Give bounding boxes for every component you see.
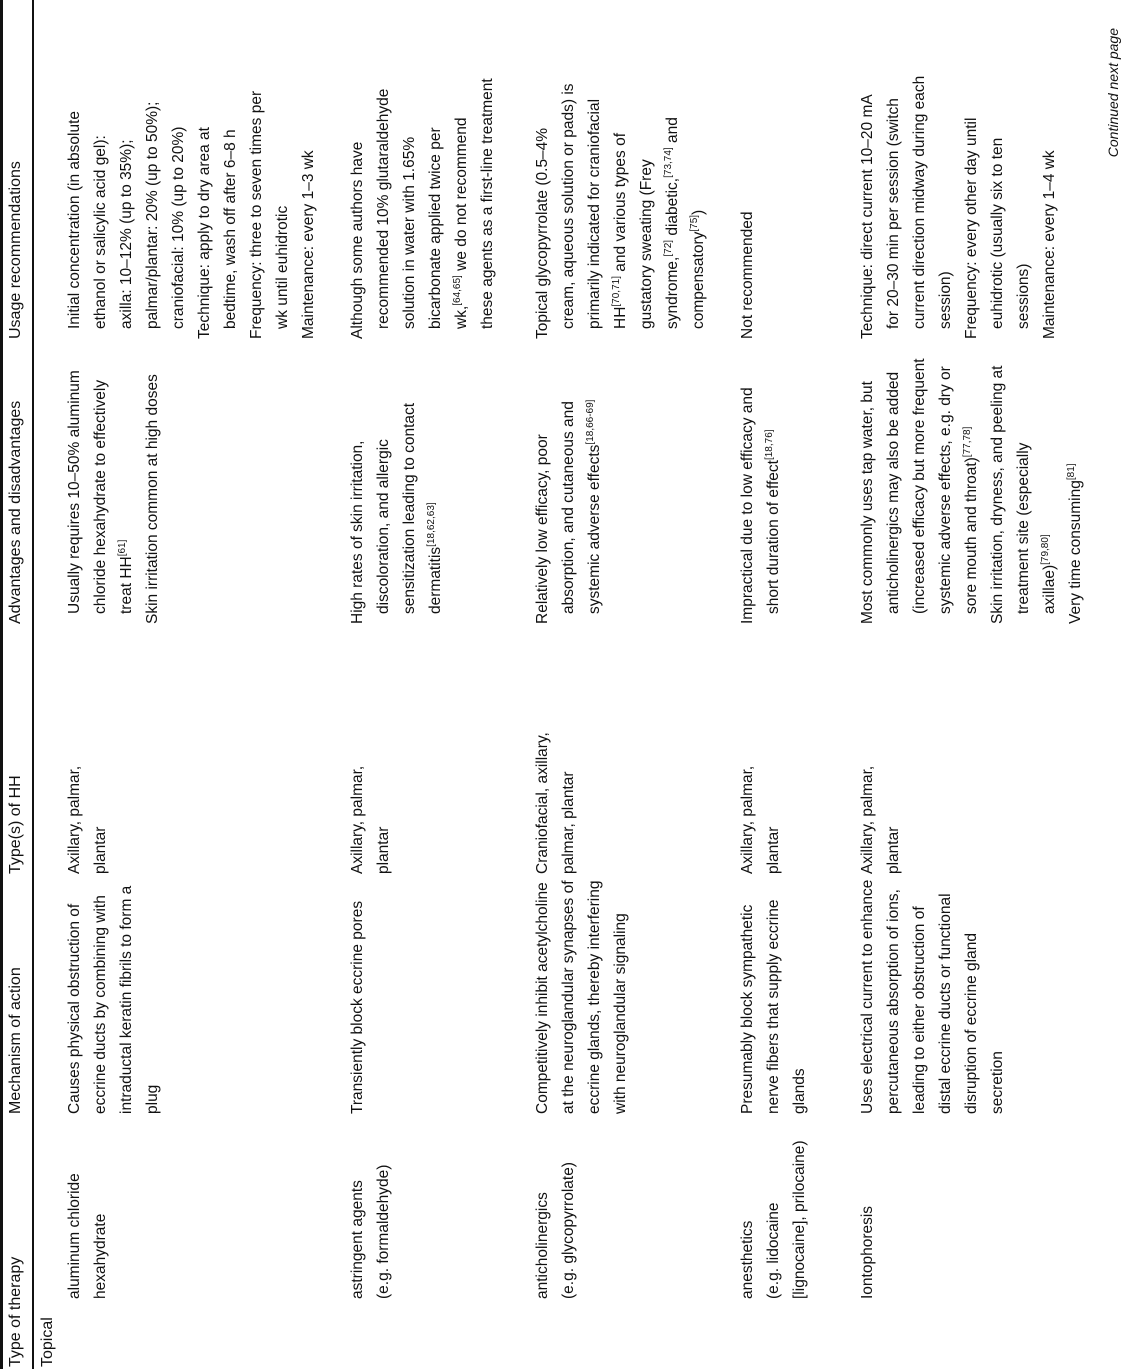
cell-types [345, 684, 397, 874]
cell-text: (increased efficacy but more frequent [911, 358, 928, 614]
cell-usage [855, 9, 1063, 339]
cell-text: Although some authors have [349, 141, 366, 339]
cell-text: recommended 10% glutaraldehyde [375, 88, 392, 329]
cell-line [985, 334, 1011, 624]
cell-line [608, 9, 634, 339]
cell-text: Initial concentration (in absolute [66, 111, 83, 329]
cell-line [423, 334, 449, 624]
cell-text: eccrine ducts by combining with [92, 895, 109, 1114]
cell-text: Skin irritation, dryness, and peeling at [989, 365, 1006, 624]
cell-line [556, 684, 582, 874]
cell-text: Most commonly uses tap water, but [859, 381, 876, 624]
citation-superscript: [77,78] [962, 426, 973, 458]
cell-line [345, 684, 371, 874]
table-header-row [0, 0, 33, 1369]
cell-text: Maintenance: every 1–3 wk [300, 150, 317, 339]
cell-text: compensatory [690, 231, 707, 329]
cell-line [62, 904, 88, 1114]
cell-text: for 20–30 min per session (switch [885, 98, 902, 329]
cell-line [530, 334, 556, 624]
cell-text: Technique: apply to dry area at [196, 127, 213, 339]
cell-text: session) [937, 271, 954, 329]
cell-text: current direction midway during each [911, 75, 928, 329]
header-types-of-hh: Type(s) of HH [7, 775, 24, 874]
cell-text: Maintenance: every 1–4 wk [1041, 150, 1058, 339]
cell-line [985, 904, 1011, 1114]
cell-line [933, 334, 959, 624]
cell-text: plantar [765, 826, 782, 874]
cell-line [881, 334, 907, 624]
cell-text: and [664, 117, 681, 148]
cell-line [761, 899, 787, 1114]
cell-text: short duration of effect [765, 460, 782, 614]
cell-text: anesthetics [739, 1220, 756, 1299]
cell-line [761, 684, 787, 874]
header-mechanism: Mechanism of action [7, 967, 24, 1114]
cell-text: Uses electrical current to enhance [859, 879, 876, 1114]
cell-line [475, 9, 501, 339]
citation-superscript: [64,65] [452, 275, 463, 306]
cell-text: wk until euhidrotic [274, 205, 291, 329]
cell-line [530, 882, 556, 1114]
cell-text: with neuroglandular signaling [612, 913, 629, 1114]
cell-text: at the neuroglandular synapses of [560, 880, 577, 1114]
cell-text: [lignocaine], prilocaine) [791, 1140, 808, 1299]
cell-advantages [345, 334, 449, 624]
cell-types [530, 684, 582, 874]
cell-mechanism [530, 880, 634, 1114]
citation-superscript: [73,74] [663, 147, 674, 178]
cell-text: Frequency: every other day until [963, 117, 980, 339]
continued-note: Continued next page [1105, 28, 1121, 158]
cell-line [634, 9, 660, 339]
cell-text: absorption, and cutaneous and [560, 401, 577, 614]
cell-types [735, 684, 787, 874]
citation-superscript: [18,62,63] [426, 502, 437, 547]
citation-superscript: [61] [117, 539, 128, 557]
cell-mechanism [735, 899, 813, 1114]
cell-text: chloride hexahydrate to effectively [92, 379, 109, 614]
cell-line [556, 9, 582, 339]
cell-line [959, 9, 985, 339]
cell-line [933, 9, 959, 339]
cell-text: astringent agents [349, 1180, 366, 1299]
cell-mechanism [855, 879, 1011, 1114]
cell-line [1011, 334, 1037, 624]
cell-line [166, 9, 192, 339]
header-advantages: Advantages and disadvantages [7, 400, 24, 624]
cell-line [345, 9, 371, 339]
cell-line [88, 895, 114, 1114]
cell-types [62, 684, 114, 874]
cell-text: diabetic, [664, 177, 681, 240]
cell-line [114, 885, 140, 1114]
cell-text: (e.g. glycopyrrolate) [560, 1162, 577, 1299]
cell-text: craniofacial: 10% (up to 20%) [170, 126, 187, 329]
cell-line [1037, 334, 1063, 624]
cell-text: leading to either obstruction of [911, 906, 928, 1114]
cell-text: Craniofacial, axillary, [534, 732, 551, 874]
cell-text: Topical glycopyrrolate (0.5–4% [534, 127, 551, 339]
cell-line [881, 684, 907, 874]
cell-line [140, 904, 166, 1114]
cell-line [345, 900, 371, 1114]
cell-line [270, 9, 296, 339]
cell-line [1037, 9, 1063, 339]
cell-line [735, 684, 761, 874]
cell-line [192, 9, 218, 339]
cell-text: discoloration, and allergic [375, 439, 392, 614]
cell-line [985, 9, 1011, 339]
cell-text: glands [791, 1068, 808, 1114]
cell-line [423, 9, 449, 339]
cell-line [959, 334, 985, 624]
cell-text: disruption of eccrine gland [963, 933, 980, 1114]
cell-line [449, 9, 475, 339]
cell-text: secretion [989, 1051, 1006, 1114]
citation-superscript: [81] [1066, 463, 1077, 481]
cell-line [907, 334, 933, 624]
cell-text: wk, [453, 305, 470, 329]
cell-text: anticholinergics may also be added [885, 371, 902, 614]
cell-line [686, 9, 712, 339]
cell-line [397, 334, 423, 624]
cell-line [62, 334, 88, 624]
cell-text: Impractical due to low efficacy and [739, 387, 756, 624]
cell-line [88, 9, 114, 339]
cell-text: Axillary, palmar, [349, 765, 366, 874]
cell-text: solution in water with 1.65% [401, 136, 418, 329]
cell-advantages [530, 334, 608, 624]
cell-line [907, 9, 933, 339]
cell-line [855, 334, 881, 624]
cell-line [1011, 9, 1037, 339]
cell-line [114, 334, 140, 624]
cell-text: bicarbonate applied twice per [427, 127, 444, 329]
cell-text: Presumably block sympathetic [739, 904, 756, 1114]
cell-text: Not recommended [739, 211, 756, 339]
cell-text: palmar/plantar: 20% (up to 50%); [144, 101, 161, 329]
cell-line [371, 684, 397, 874]
table-header-rule [32, 0, 34, 1369]
cell-text: eccrine glands, thereby interfering [586, 880, 603, 1114]
cell-text: distal eccrine ducts or functional [937, 893, 954, 1114]
cell-text: hexahydrate [92, 1213, 109, 1299]
cell-line [345, 334, 371, 624]
cell-text: gustatory sweating (Frey [638, 159, 655, 329]
cell-text: ethanol or salicylic acid gel): [92, 135, 109, 329]
cell-line [296, 9, 322, 339]
cell-line [881, 889, 907, 1114]
cell-line [88, 334, 114, 624]
cell-line [397, 9, 423, 339]
cell-line [114, 9, 140, 339]
cell-text: percutaneous absorption of ions, [885, 889, 902, 1114]
citation-superscript: [18,66-69] [585, 399, 596, 445]
cell-line [244, 9, 270, 339]
cell-text: axilla: 10–12% (up to 35%); [118, 139, 135, 329]
cell-text: plantar [885, 826, 902, 874]
cell-text: HH [612, 306, 629, 329]
cell-text: Relatively low efficacy, poor [534, 434, 551, 624]
cell-line [371, 1059, 397, 1299]
cell-line [371, 9, 397, 339]
cell-line [907, 904, 933, 1114]
cell-text: plantar [92, 826, 109, 874]
cell-text: plug [144, 1084, 161, 1114]
cell-advantages [855, 334, 1089, 624]
cell-usage [735, 9, 761, 339]
cell-line [140, 334, 166, 624]
cell-usage [530, 9, 712, 339]
cell-text: Usually requires 10–50% aluminum [66, 370, 83, 614]
header-usage: Usage recommendations [7, 161, 24, 339]
cell-line [371, 334, 397, 624]
cell-text: cream, aqueous solution or pads) is [560, 83, 577, 329]
cell-line [556, 880, 582, 1114]
cell-text: aluminum chloride [66, 1173, 83, 1299]
cell-usage [345, 9, 501, 339]
citation-superscript: [75] [689, 214, 700, 232]
cell-text: Causes physical obstruction of [66, 903, 83, 1114]
cell-text: these agents as a first-line treatment [479, 78, 496, 329]
cell-mechanism [345, 900, 371, 1114]
cell-text: sessions) [1015, 263, 1032, 329]
cell-line [855, 9, 881, 339]
cell-text: Very time consuming [1067, 480, 1084, 624]
cell-line [735, 9, 761, 339]
cell-text: treatment site (especially [1015, 442, 1032, 614]
cell-text: ) [690, 209, 707, 215]
cell-text: intraductal keratin fibrils to form a [118, 885, 135, 1114]
cell-line [787, 904, 813, 1114]
cell-types [855, 684, 907, 874]
section-title: Topical [39, 1317, 56, 1367]
cell-text: systemic adverse effects [586, 444, 603, 614]
cell-text: and various types of [612, 132, 629, 277]
citation-superscript: [72] [663, 239, 674, 257]
cell-text: we do not recommend [453, 117, 470, 276]
cell-text: primarily indicated for craniofacial [586, 98, 603, 329]
cell-text: Iontophoresis [859, 1205, 876, 1299]
cell-advantages [735, 334, 787, 624]
cell-line [959, 904, 985, 1114]
citation-superscript: [18,76] [764, 429, 775, 461]
cell-line [140, 9, 166, 339]
cell-text: High rates of skin irritation, [349, 440, 366, 624]
cell-line [761, 334, 787, 624]
cell-line [62, 9, 88, 339]
cell-text: Frequency: three to seven times per [248, 90, 265, 339]
cell-line [1063, 334, 1089, 624]
cell-line [556, 334, 582, 624]
cell-text: Axillary, palmar, [739, 765, 756, 874]
cell-line [735, 904, 761, 1114]
cell-line [855, 684, 881, 874]
cell-text: Axillary, palmar, [66, 765, 83, 874]
cell-text: (e.g. lidocaine [765, 1202, 782, 1299]
cell-line [218, 9, 244, 339]
cell-line [933, 893, 959, 1114]
cell-line [608, 904, 634, 1114]
cell-text: euhidrotic (usually six to ten [989, 137, 1006, 329]
cell-text: systemic adverse effects, e.g. dry or [937, 366, 954, 614]
cell-line [855, 879, 881, 1114]
cell-text: Competitively inhibit acetylcholine [534, 882, 551, 1114]
cell-text: plantar [375, 826, 392, 874]
cell-line [881, 9, 907, 339]
cell-text: Transiently block eccrine pores [349, 900, 366, 1114]
cell-text: (e.g. formaldehyde) [375, 1164, 392, 1299]
cell-line [62, 684, 88, 874]
cell-text: sensitization leading to contact [401, 402, 418, 614]
cell-text: dermatitis [427, 546, 444, 614]
cell-text: axillae) [1041, 564, 1058, 614]
cell-text: palmar, plantar [560, 771, 577, 874]
cell-text: sore mouth and throat) [963, 457, 980, 614]
cell-text: bedtime, wash off after 6–8 h [222, 129, 239, 329]
cell-text: syndrome, [664, 256, 681, 329]
cell-line [582, 9, 608, 339]
cell-line [530, 9, 556, 339]
cell-text: treat HH [118, 556, 135, 614]
cell-line [582, 334, 608, 624]
cell-line [530, 684, 556, 874]
cell-line [660, 9, 686, 339]
citation-superscript: [70,71] [611, 276, 622, 307]
cell-advantages [62, 334, 166, 624]
cell-text: Skin irritation common at high doses [144, 374, 161, 624]
cell-text: Axillary, palmar, [859, 765, 876, 874]
cell-usage [62, 9, 322, 339]
cell-text: nerve fibers that supply eccrine [765, 899, 782, 1114]
cell-mechanism [62, 885, 166, 1114]
citation-superscript: [79,80] [1040, 534, 1051, 565]
cell-text: anticholinergics [534, 1192, 551, 1299]
cell-line [582, 880, 608, 1114]
cell-text: Technique: direct current 10–20 mA [859, 94, 876, 339]
header-type-of-therapy: Type of therapy [7, 1256, 24, 1367]
cell-line [88, 684, 114, 874]
cell-line [735, 334, 761, 624]
